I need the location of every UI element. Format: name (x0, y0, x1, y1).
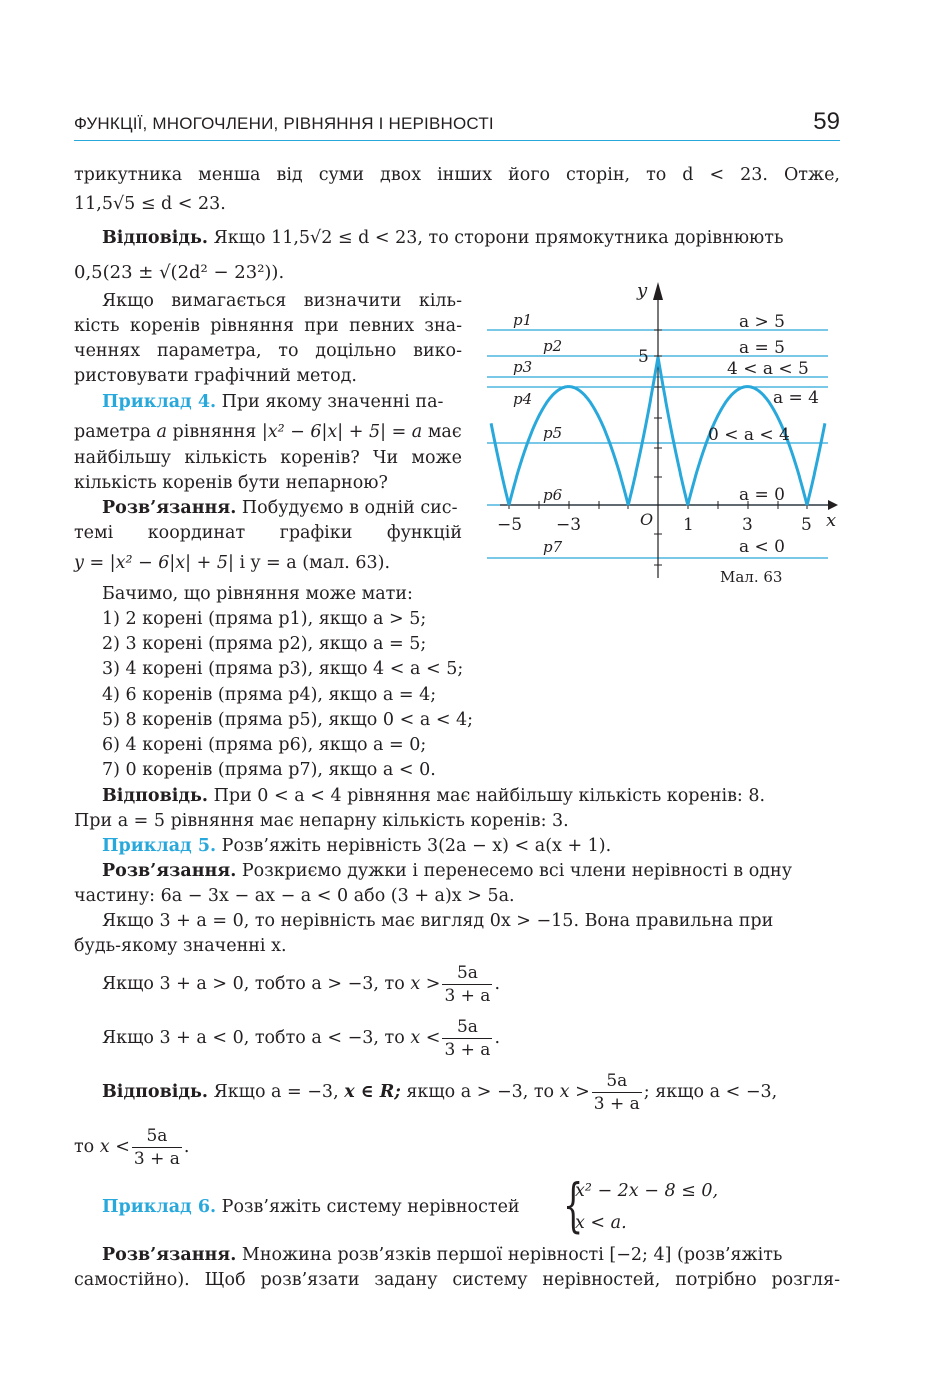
answer-math: 11,5√2 ≤ d < 23, (271, 228, 423, 248)
fraction (132, 1125, 182, 1170)
fraction-numerator: 5a (456, 1017, 478, 1037)
paragraph-line: Якщо вимагається визначити кіль- (102, 291, 462, 311)
condition-p2: a = 5 (739, 338, 786, 358)
label-p4: p4 (513, 390, 533, 408)
page-number: 59 (813, 108, 840, 135)
solution-text: Розкриємо дужки і перенесемо всі члени нерівності в одну (241, 861, 792, 881)
answer-formula: 0,5(23 ± √(2d² − 23²)). (74, 262, 285, 283)
label-p3: p3 (513, 358, 533, 376)
answer-4-line-2: При a = 5 рівняння має непарну кількість коренів: 3. (74, 811, 569, 831)
fraction (442, 962, 492, 1007)
answer-text: якщо a > −3, то (406, 1082, 555, 1102)
label-p7: p7 (543, 538, 563, 556)
solution-text: Побудуємо в одній сис- (241, 498, 458, 518)
solution-label: Розв’язання. (102, 861, 237, 881)
paragraph-line: частину: 6a − 3x − ax − a < 0 або (3 + a)x > 5a. (74, 886, 515, 906)
fraction-denominator: 3 + a (444, 986, 491, 1006)
solution-text: Множина розв’язків першої нерівності [−2; 4] (розв’яжіть (241, 1245, 783, 1265)
label-p5: p5 (543, 424, 563, 442)
x-tick-5: 5 (801, 515, 812, 535)
example-6-line (102, 1196, 520, 1218)
relation: x > (410, 974, 441, 994)
label-p2: p2 (543, 337, 563, 355)
relation: x > (559, 1082, 590, 1102)
label-p6: p6 (543, 486, 563, 504)
example-text: Розв’яжіть нерівність 3(2a − x) < a(x + 1). (221, 836, 612, 856)
case-item: 4) 6 коренів (пряма p4), якщо a = 4; (102, 685, 437, 705)
paragraph-line: кість коренів рівняння при певних зна- (74, 316, 462, 336)
example-5-line (102, 835, 611, 857)
fraction (592, 1070, 642, 1115)
fraction-denominator: 3 + a (444, 1040, 491, 1060)
fraction-denominator: 3 + a (133, 1149, 180, 1169)
fraction-numerator: 5a (456, 963, 478, 983)
example-text: рівняння (172, 422, 257, 442)
relation: x < (99, 1137, 130, 1157)
y-tick-5: 5 (638, 347, 649, 367)
fraction-numerator: 5a (146, 1126, 168, 1146)
x-tick-neg3: −3 (556, 515, 582, 535)
case-text: Якщо 3 + a < 0, тобто a < −3, то (102, 1028, 405, 1048)
paragraph-line: Якщо 3 + a = 0, то нерівність має вигляд 0x > −15. Вона правильна при (102, 911, 774, 931)
answer-text: ; якщо a < −3, (643, 1082, 778, 1102)
y-axis-arrow (653, 282, 663, 300)
figure-caption: Мал. 63 (720, 568, 783, 586)
y-axis-label: y (637, 280, 648, 301)
answer-text: то (74, 1137, 95, 1157)
paragraph-line: трикутника менша від суми двох інших його сторін, то d < 23. Отже, (74, 165, 840, 185)
paragraph-line: найбільшу кількість коренів? Чи може (74, 448, 462, 468)
case-item: 2) 3 корені (пряма p2), якщо a = 5; (102, 634, 427, 654)
header-title: ФУНКЦІЇ, МНОГОЧЛЕНИ, РІВНЯННЯ І НЕРІВНОСТІ (74, 114, 494, 133)
cases-intro: Бачимо, що рівняння може мати: (102, 584, 413, 604)
case-text: Якщо 3 + a > 0, тобто a > −3, то (102, 974, 405, 994)
system-inequality-2: x < a. (575, 1213, 627, 1233)
fraction-denominator: 3 + a (593, 1094, 640, 1114)
paragraph-line: кількість коренів бути непарною? (74, 473, 388, 493)
solution-label: Розв’язання. (102, 1245, 237, 1265)
paragraph-line: темі координат графіки функцій (74, 523, 462, 543)
function-formula: y = |x² − 6|x| + 5| (74, 553, 234, 573)
answer-4-line (102, 785, 765, 807)
solution-6-line (102, 1244, 782, 1266)
case-negative-line: Якщо 3 + a < 0, тобто a < −3, то x < $\frac{5a}{3 + a}$ . (102, 1017, 501, 1060)
condition-p6: a = 0 (739, 485, 786, 505)
case-item: 3) 4 корені (пряма p3), якщо 4 < a < 5; (102, 659, 464, 679)
case-item: 1) 2 корені (пряма p1), якщо a > 5; (102, 609, 427, 629)
answer-text: При 0 < a < 4 рівняння має найбільшу кількість коренів: 8. (213, 786, 766, 806)
system-inequality-1: x² − 2x − 8 ≤ 0, (575, 1181, 719, 1201)
condition-p1: a > 5 (739, 312, 786, 332)
answer-text: Якщо (213, 228, 266, 248)
equation: |x² − 6|x| + 5| = a (261, 422, 423, 442)
answer-text: то сторони прямокутника дорівнюють (428, 228, 784, 248)
example-text: Розв’яжіть систему нерівностей (221, 1197, 520, 1217)
condition-p5: 0 < a < 4 (708, 425, 790, 445)
fraction-numerator: 5a (606, 1071, 628, 1091)
answer-math: x ∈ R; (344, 1082, 401, 1102)
paragraph-line: будь-якому значенні x. (74, 936, 287, 956)
example-label: Приклад 5. (102, 836, 217, 856)
case-item: 5) 8 коренів (пряма p5), якщо 0 < a < 4; (102, 710, 474, 730)
label-p1: p1 (513, 311, 533, 329)
example-label: Приклад 6. (102, 1197, 217, 1217)
x-axis-label: x (826, 510, 837, 531)
answer-label: Відповідь. (102, 1082, 209, 1102)
system-brace: { (563, 1171, 584, 1239)
paragraph-line: ченнях параметра, то доцільно вико- (74, 341, 462, 361)
x-tick-neg5: −5 (497, 515, 523, 535)
example-text: має (427, 422, 462, 442)
relation: x < (410, 1028, 441, 1048)
solution-label: Розв’язання. (102, 498, 237, 518)
example-label: Приклад 4. (102, 392, 217, 412)
case-positive-line: Якщо 3 + a > 0, тобто a > −3, то x > $\frac{5a}{3 + a}$ . (102, 963, 501, 1006)
example-text: раметра (74, 422, 151, 442)
parameter-symbol: a (156, 422, 167, 442)
answer-label: Відповідь. (102, 228, 209, 248)
x-tick-1: 1 (683, 515, 694, 535)
answer-5-line (102, 1070, 777, 1115)
condition-p7: a < 0 (739, 537, 786, 557)
fraction (442, 1016, 492, 1061)
paragraph-line: ристовувати графічний метод. (74, 366, 357, 386)
paragraph-line: самостійно). Щоб розв’язати задану систему нерівностей, потрібно розгля- (74, 1270, 840, 1290)
case-item: 7) 0 коренів (пряма p7), якщо a < 0. (102, 760, 436, 780)
answer-label: Відповідь. (102, 786, 209, 806)
solution-text: і y = a (мал. 63). (239, 553, 391, 573)
example-text: При якому значенні па- (221, 392, 444, 412)
condition-p4: a = 4 (773, 388, 820, 408)
x-tick-3: 3 (742, 515, 753, 535)
answer-text: Якщо a = −3, (213, 1082, 339, 1102)
case-item: 6) 4 корені (пряма p6), якщо a = 0; (102, 735, 427, 755)
x-axis-arrow (828, 500, 838, 510)
answer-5-line-2: то x < $\frac{5a}{3 + a}$ . (74, 1126, 190, 1169)
inequality-line: 11,5√5 ≤ d < 23. (74, 194, 226, 214)
solution-5-line (102, 860, 792, 882)
condition-p3: 4 < a < 5 (727, 359, 809, 379)
origin-label: O (640, 510, 654, 529)
